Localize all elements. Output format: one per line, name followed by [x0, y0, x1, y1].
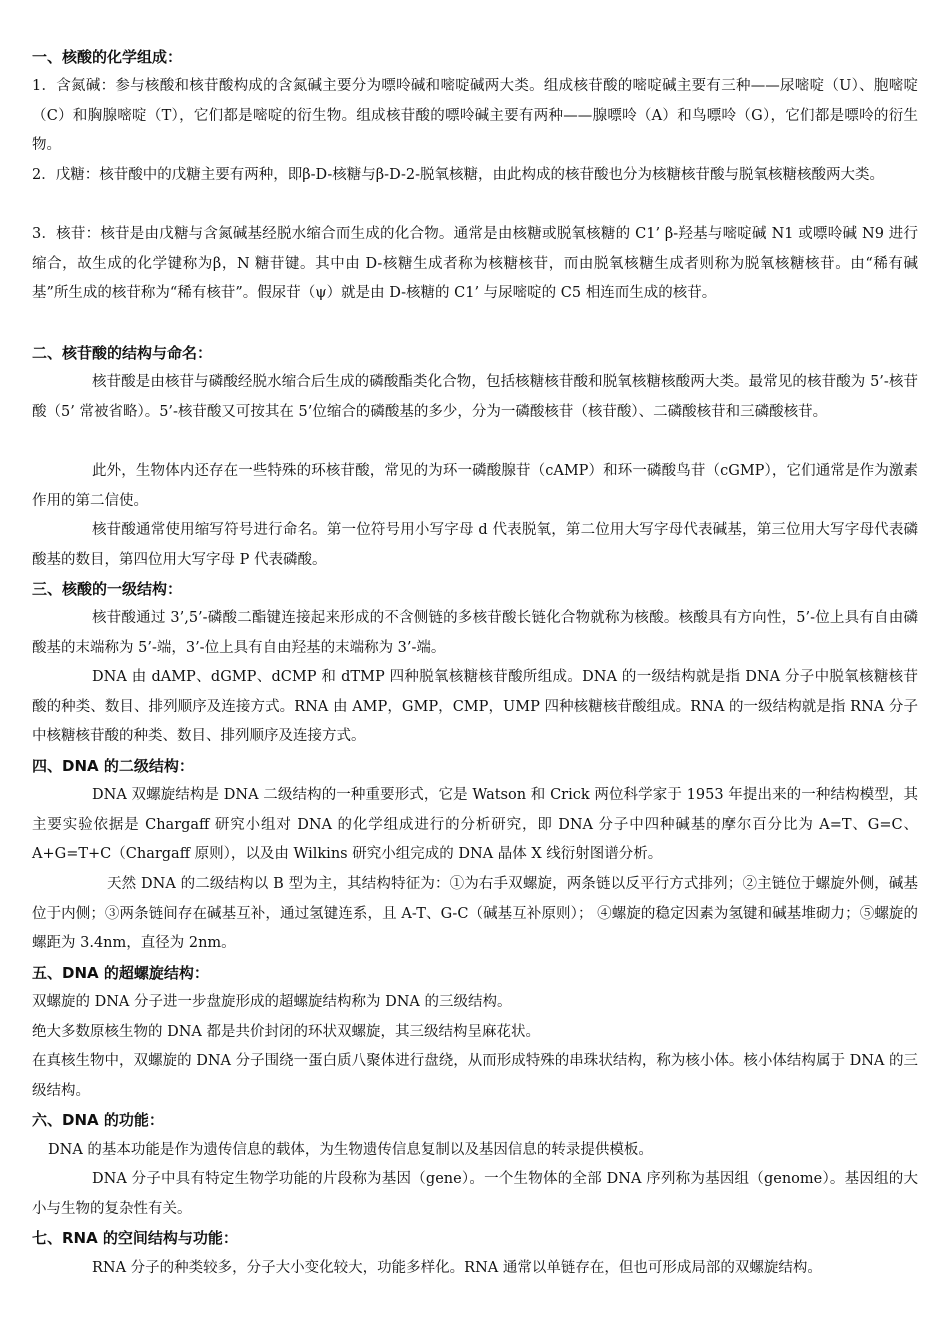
section-2-para-1: 核苷酸是由核苷与磷酸经脱水缩合后生成的磷酸酯类化合物，包括核糖核苷酸和脱氧核糖核酸两大类。最常见的核苷酸为 5’-核苷酸（5’ 常被省略）。5’-核苷酸又可按其在 5’位缩合的磷酸基的多少，分为一磷酸核苷（核苷酸）、二磷酸核苷和三磷酸核苷。	[32, 374, 918, 420]
section-2-para-3: 核苷酸通常使用缩写符号进行命名。第一位符号用小写字母 d 代表脱氧，第二位用大写字母代表碱基，第三位用大写字母代表磷酸基的数目，第四位用大写字母 P 代表磷酸。	[32, 522, 918, 568]
section-2-para-2: 此外，生物体内还存在一些特殊的环核苷酸，常见的为环一磷酸腺苷（cAMP）和环一磷酸鸟苷（cGMP），它们通常是作为激素作用的第二信使。	[32, 463, 918, 509]
section-3-para-1: 核苷酸通过 3’,5’-磷酸二酯键连接起来形成的不含侧链的多核苷酸长链化合物就称为核酸。核酸具有方向性，5’-位上具有自由磷酸基的末端称为 5’-端，3’-位上具有自由羟基的末端称为 3’-端。	[32, 610, 918, 656]
section-7-heading: 七、RNA 的空间结构与功能：	[32, 1229, 238, 1247]
section-5-heading: 五、DNA 的超螺旋结构：	[32, 964, 209, 982]
section-1-para-2: 2．戊糖：核苷酸中的戊糖主要有两种，即β-D-核糖与β-D-2-脱氧核糖，由此构成的核苷酸也分为核糖核苷酸与脱氧核糖核酸两大类。	[32, 167, 884, 183]
section-5-para-2: 绝大多数原核生物的 DNA 都是共价封闭的环状双螺旋，其三级结构呈麻花状。	[32, 1024, 540, 1040]
section-6-para-2: DNA 分子中具有特定生物学功能的片段称为基因（gene）。一个生物体的全部 DNA 序列称为基因组（genome）。基因组的大小与生物的复杂性有关。	[32, 1171, 918, 1217]
section-7-para-1: RNA 分子的种类较多，分子大小变化较大，功能多样化。RNA 通常以单链存在，但也可形成局部的双螺旋结构。	[92, 1260, 822, 1276]
section-6-para-1: DNA 的基本功能是作为遗传信息的载体，为生物遗传信息复制以及基因信息的转录提供模板。	[48, 1142, 653, 1158]
section-3-heading: 三、核酸的一级结构：	[32, 580, 183, 598]
section-1-heading: 一、核酸的化学组成：	[32, 48, 183, 66]
section-4-para-1: DNA 双螺旋结构是 DNA 二级结构的一种重要形式，它是 Watson 和 Crick 两位科学家于 1953 年提出来的一种结构模型，其主要实验依据是 Chargaff 研究小组对 DNA 的化学组成进行的分析研究，即 DNA 分子中四种碱基的摩尔百分比为 A=T、G=C、A+G=T+C（Chargaff 原则），以及由 Wilkins 研究小组完成的 DNA 晶体 X 线衍射图谱分析。	[32, 787, 918, 863]
section-1-para-1: 1．含氮碱：参与核酸和核苷酸构成的含氮碱主要分为嘌呤碱和嘧啶碱两大类。组成核苷酸的嘧啶碱主要有三种——尿嘧啶（U）、胞嘧啶（C）和胸腺嘧啶（T），它们都是嘧啶的衍生物。组成核苷酸的嘌呤碱主要有两种——腺嘌呤（A）和鸟嘌呤（G），它们都是嘌呤的衍生物。	[32, 78, 918, 154]
section-1-para-3: 3．核苷：核苷是由戊糖与含氮碱基经脱水缩合而生成的化合物。通常是由核糖或脱氧核糖的 C1’ β-羟基与嘧啶碱 N1 或嘌呤碱 N9 进行缩合，故生成的化学键称为β，N 糖苷键。其中由 D-核糖生成者称为核糖核苷，而由脱氧核糖生成者则称为脱氧核糖核苷。由“稀有碱基”所生成的核苷称为“稀有核苷”。假尿苷（ψ）就是由 D-核糖的 C1’ 与尿嘧啶的 C5 相连而生成的核苷。	[32, 226, 918, 302]
section-4-heading: 四、DNA 的二级结构：	[32, 757, 194, 775]
section-5-para-1: 双螺旋的 DNA 分子进一步盘旋形成的超螺旋结构称为 DNA 的三级结构。	[32, 994, 512, 1010]
section-6-heading: 六、DNA 的功能：	[32, 1111, 164, 1129]
section-2-heading: 二、核苷酸的结构与命名：	[32, 344, 213, 362]
section-5-para-3: 在真核生物中，双螺旋的 DNA 分子围绕一蛋白质八聚体进行盘绕，从而形成特殊的串珠状结构，称为核小体。核小体结构属于 DNA 的三级结构。	[32, 1053, 918, 1099]
section-3-para-2: DNA 由 dAMP、dGMP、dCMP 和 dTMP 四种脱氧核糖核苷酸所组成。DNA 的一级结构就是指 DNA 分子中脱氧核糖核苷酸的种类、数目、排列顺序及连接方式。RNA 由 AMP，GMP，CMP，UMP 四种核糖核苷酸组成。RNA 的一级结构就是指 RNA 分子中核糖核苷酸的种类、数目、排列顺序及连接方式。	[32, 669, 918, 745]
section-4-para-2: 天然 DNA 的二级结构以 B 型为主，其结构特征为：①为右手双螺旋，两条链以反平行方式排列；②主链位于螺旋外侧，碱基位于内侧；③两条链间存在碱基互补，通过氢键连系，且 A-T、G-C（碱基互补原则）； ④螺旋的稳定因素为氢键和碱基堆砌力；⑤螺旋的螺距为 3.4nm，直径为 2nm。	[32, 876, 918, 952]
